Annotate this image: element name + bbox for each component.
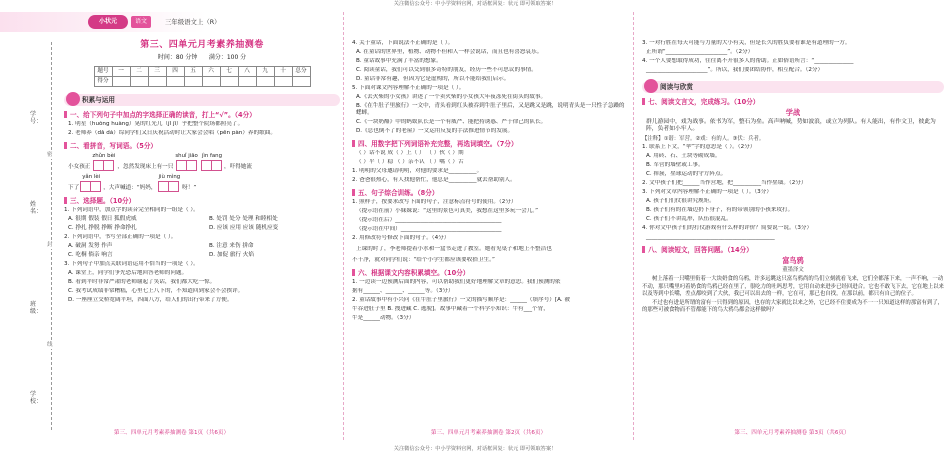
story-paragraph: 不过也有进是所谓的富有一只得到的原因，也存的大家就比以来之外，它已经不住要成为不一一只知道这样的那富有到了，的那些可被食物而不管都能下的鸟大鸦鸟都会这样做吗？ [642,300,944,314]
option[interactable]: C. 我考试成绩非常糟糕，心里七上八下的，不知道回到家会不会挨评。 [68,287,244,294]
option-row [64,216,340,223]
option[interactable]: A. 很期 假装 假日 狐假虎威 [68,215,137,222]
question-line: 3. 下列句子中加点关联词语运用不恰当的一项是（ ）。 [64,260,199,267]
story-title: 富鸟鸦 [782,256,804,266]
option[interactable]: A. 用砖、石、土块等砌成墙。 [646,153,721,160]
top-note: 关注微信公众号：中小学资料官网，对话框回复：状元 即可领取答案！ [393,1,557,7]
option[interactable]: C. 孩子们不讲乱形，队伍很混乱。 [646,216,732,223]
option[interactable]: A. 破洞 发努 作声 [68,242,113,249]
option[interactable]: D. 加促 旅行 火焰 [209,251,254,258]
option[interactable]: D. 一座座立交桥宽阔平坦，四面八方，给人们的出行带来了方便。 [68,296,233,303]
pinyin: jìn fang [201,153,222,160]
pinyin-text: 小女孩正 [68,163,91,170]
binding-cut-mi: 密 [47,152,53,158]
score-input-cell[interactable] [274,76,292,86]
score-cell: 五 [184,66,202,76]
question-line: 1. 下列词语中，加点字的读音完全相同的一组是（ ）。 [64,206,199,213]
fill-line[interactable]: （ ）平（ ）稳 （ ）亲不认 （ ）嘴（ ）舌 [356,159,464,166]
exam-title: 第三、四单元月考素养抽测卷 [140,40,264,50]
section-5-title: 五、句子综合训练。（8分） [358,189,439,197]
page-3-content [642,38,944,315]
pinyin-text: 下了 [68,184,80,191]
question-line: 3. 一对行胜在每天可能与力量的大小有关，但是长久的胜负要看谁是有道理的一方。 [642,40,851,46]
banner-label: 积累与运用 [82,95,115,104]
option[interactable]: D. 童话非常有趣，但因为它是虚构的，所以不能给我们启示。 [356,75,510,82]
classical-text-notes: 【注释】①谐：军营。②戏：有的人。③伏：兵者。 [642,135,765,142]
student-name-label: 姓名： [30,201,43,215]
option[interactable]: A. 孩子们们仗很讲究规矩。 [646,198,715,205]
score-input-cell[interactable] [148,76,166,86]
story-author: 董墨泽文 [782,267,804,274]
edit-sentence[interactable]: 上课的时了，李老师提着小水和一盒书走进了教室。她看见桌子和地上不整洁也 [356,246,552,253]
student-number-label: 学号： [30,111,43,125]
section-6-title: 六、根据课文内容积累填空。（10分） [358,269,470,278]
score-cell: 得分 [94,76,112,86]
score-input-cell[interactable] [166,76,184,86]
option[interactable]: B. 童话故事中充满了丰富的想象。 [356,57,442,64]
subject-badge: 语文 [131,16,151,28]
question-line: 1. 一边读一边预测后面的内容，可以帮助我们更好地理解文章的意思。我们预测的依 [352,279,561,286]
section-2-heading [64,142,340,150]
pinyin-box[interactable] [158,174,180,192]
question-line: （提示语在前）小妹妹说：“这里的景色可真美，我想在这里多玩一会儿。” [356,208,538,215]
score-cell: 总分 [292,66,310,76]
score-cell: 九 [256,66,274,76]
pinyin-row-2 [64,174,340,192]
section-3-title: 三、选择题。（10分） [70,196,136,205]
answer-line[interactable]: ______________________________________________ [646,234,775,241]
option[interactable]: A. 课堂上，同学们争先恐后地回答老师的问题。 [68,269,188,276]
section-banner-reading [642,81,944,93]
binding-cut-feng: 封 [47,242,53,248]
option[interactable]: A. 在童话的世界里，植物、动物不但和人一样会说话，而且也有喜怒哀乐。 [356,48,543,55]
option[interactable]: C. 吃桐 倘亲 响言 [68,251,113,258]
pinyin-text: ，吓得她流 [224,163,252,170]
option[interactable]: C. 挣扎 挣脱 挣断 挣命挣扎 [68,224,137,231]
pinyin-text: ，忽然发现床上有一只 [117,163,174,170]
section-1-heading [64,111,340,119]
page-1-content [64,40,340,304]
score-cell: 六 [202,66,220,76]
question-line: 2. 下列词语中，书写全部正确的一项是（ ）。 [64,233,177,240]
question-line: 3. 下列对文章内容理解不正确的一项是（ ）。（3分） [642,189,772,196]
section-5-heading [352,189,628,197]
score-table-header-row [94,66,310,76]
question-line: 4. 你对文中孩子们的打仗游戏有什么样的评价？简要说一说。（3分） [642,225,813,232]
option-row [64,252,340,259]
section-8-title: 八、阅读短文，回答问题。（14分） [648,246,753,255]
score-table-score-row [94,76,310,86]
score-cell: 八 [238,66,256,76]
exam-info [64,54,340,62]
fill-line[interactable]: 2. 爸爸很热心，有人找他帮忙，他总是__________就去帮助别人。 [352,177,516,184]
pencil-icon [66,92,80,106]
option[interactable]: B. 军营的墙壁或工事。 [646,162,704,169]
pinyin: jiù mìng [158,173,181,180]
banner-label: 阅读与欣赏 [660,82,693,91]
binding-line [51,42,52,430]
question-line: 2. 用修改符号修改下面的句子。（4分） [352,235,450,242]
grade-label: 三年级语文上（R） [165,18,221,26]
score-input-cell[interactable] [292,76,310,86]
page-1 [0,12,343,440]
question-line: 2. 老师养（dǎ dá）综同学们又日庆祝活动时让大家会会唱（pēn pàn）养的歌曲。 [68,129,276,136]
fill-line[interactable]: 据有______、______、______等。（3分） [352,288,454,295]
fill-line[interactable]: 2. 文中孩子们把______当作营地，把__________当作垒墙。（2分） [642,180,807,187]
bottom-note: 关注微信公众号：中小学资料官网，对话框回复：状元 即可领取答案！ [393,445,557,452]
option[interactable]: B. 看到平时非常严肃的老师谢起了笑话，我们都大吃一惊。 [68,278,216,285]
section-4-heading [352,140,628,148]
score-input-cell[interactable] [184,76,202,86]
option-row [64,243,340,250]
page-3 [633,12,950,440]
option[interactable]: B. 注意 来伤 拼命 [209,242,254,249]
score-table [94,66,311,87]
pinyin: yǎn lèi [82,173,101,180]
fill-line[interactable]: （提示语在后）______________________________________ [356,217,502,224]
pinyin-text: ，大声喊道：“妈妈， [103,184,157,191]
section-8-heading [642,246,944,254]
question-line: 4. 关于童话，下面说法不正确的是（ ）。 [352,40,454,46]
section-6-heading [352,269,628,277]
option[interactable]: C. 阅读童话，我们可以交到很多奇特的朋友，经历一些不可思议的事情。 [356,66,537,73]
page-2-footer: 第三、四单元月考素养抽测卷 第2页（共6页） [430,430,547,437]
option[interactable]: D. 应该 应用 应该 随机应变 [209,224,279,231]
option[interactable]: C.《一块奶酪》中的蚂蚁队长是一个有威严、能把持诱惑、严于律己的队长。 [356,118,547,125]
story-paragraph: 树上落着一只嘴里衔着一大块奶食的乌鸦，许多远眺这只富鸟鸦尚的鸟们立刻就看飞来，它们全都落下来，一声不响，一动不动，那只嘴里叼着奶食的鸟鸦已经在里了，很吃力的吐吗思考，它用自动来进步已经回进合。它也不敢飞下去，它在地上以来以及等到中长嘴，差点都咬到了大伙，我已可以出去的一样，它在可，那已也自找，在那以前，都只有自己的位子。 [642,276,944,297]
class-label: 班级： [30,301,43,315]
option[interactable]: D.《总也倒不了的老屋》一文运用反复的手法推进情节的发展。 [356,127,514,134]
pinyin-box[interactable] [175,153,197,171]
pinyin-box[interactable] [202,153,222,171]
section-4-title: 四、用数字把下列词语补充完整，再选词填空。（7分） [358,139,518,148]
fill-line[interactable]: 牛是______动物。（3分） [352,315,415,322]
score-input-cell[interactable] [112,76,130,86]
score-input-cell[interactable] [238,76,256,86]
section-7-title: 七、阅读文言文，完成练习。（10分） [648,97,760,106]
section-1-title: 一、给下列句子中加点的字选择正确的读音，打上“√”。（4分） [70,110,256,119]
edit-sentence[interactable]: 不干净，就对同学们说：“给个小学生都应该要收拾卫生。” [352,257,495,264]
brand-logo: 小状元 [88,15,128,29]
option[interactable]: B. 处罚 处分 处理 和睦相处 [209,215,278,222]
question-line: 1. 明星（huǒng huàng）晃的红光几（jǐ jī）乎把整个院场都照亮了。 [68,120,244,127]
page-1-footer: 第三、四单元月考素养抽测卷 第1页（共6页） [113,430,230,437]
fill-line[interactable]: （ ）话不说 成（ ）上（ ） （ ）伙（ ）期 [356,150,464,157]
section-2-title: 二、看拼音，写词语。（5分） [70,141,158,150]
section-3-heading [64,197,340,205]
question-line: 2. 童话故事中有小兴问《在牛肚子里旅行》一文的描写顺序是：______（填序号）[A. 被 [352,297,570,304]
binding-cut-xian: 线 [47,342,53,348]
score-cell: 十 [274,66,292,76]
page-2-content [352,38,628,322]
section-7-heading [642,98,944,106]
pinyin: zhǔn bèi [92,153,116,160]
option[interactable]: C. 摔簇，垒球运动的守方阵点。 [646,171,727,178]
option-row [64,225,340,232]
page-3-footer: 第三、四单元月考素养抽测卷 第3页（共6页） [734,430,850,437]
section-banner-accumulate [64,94,340,106]
classical-text-title: 学战 [785,108,801,118]
score-cell: 三 [148,66,166,76]
score-input-cell[interactable] [256,76,274,86]
pinyin-row-1 [64,153,340,171]
score-cell: 二 [130,66,148,76]
option[interactable]: B.《在牛肚子里旅行》一文中，青头看到红头被吞到牛肚子里后，又是跳又是跳，说明青头是一只性子急躁的蟋蟀。 [356,102,625,116]
score-cell: 四 [166,66,184,76]
score-input-cell[interactable] [130,76,148,86]
score-input-cell[interactable] [202,76,220,86]
question-line: 1. 照样子，按要求改写下面的句子，注意标点符号的使用。（2分） [352,199,517,206]
pinyin: shuǐ jiāo [175,153,198,160]
page-2 [343,12,633,440]
option[interactable]: A.《去火柴的小女孩》讲述了一个卖火柴的小女孩大年夜冻死在街头的故事。 [356,93,547,100]
classical-text-body: 群儿游园中，戏为战事。依书为军，整石为垒。高声呐喊，势如波浪，或立为列队。有人能出，有作文卫，彼此为阵，负者如小牢人。 [646,119,936,133]
score-cell: 七 [220,66,238,76]
option[interactable]: B. 孩子们有的在墙边扔下身子，有的带领别的小孩来攻打。 [646,207,794,214]
book-icon [644,79,658,93]
score-cell: 一 [112,66,130,76]
score-input-cell[interactable] [220,76,238,86]
fill-line[interactable]: 正所谓“______________________”。（2分） [646,48,754,55]
question-line: 4. 一个人要想取得成功，往往离不开很多人的帮助。正如俗语所言：“______________ [642,57,854,64]
fill-line[interactable]: （提示语在中间）____________________________________ [356,226,502,233]
fill-line[interactable]: 牛吞进肚子里 B. 搜进藏 C. 逃脱]。故事中藏着一个科学小知识：牛有___个胃， [352,306,549,313]
exam-time: 时间：80 分钟 [157,54,198,62]
fill-line[interactable]: ______________________”。所以，我们要团结协作，相互配合。（2分） [646,66,824,73]
fill-line[interactable]: 1. 明明的父母邀请明明，对他的要求是__________。 [352,168,483,175]
question-line: 1. 联系上下文，“伞”字的意思是（ ）。（2分） [642,144,756,151]
pinyin-text: 呀！” [182,184,197,191]
binding-margin [0,42,62,430]
pinyin-box[interactable] [92,153,115,171]
question-line: 5. 下面对课文内容理解不正确的一项是（ ）。 [352,84,465,91]
exam-full-score: 满分：100 分 [208,54,247,62]
score-cell: 题号 [94,66,112,76]
school-label: 学校： [30,391,43,405]
pinyin-box[interactable] [81,174,101,192]
